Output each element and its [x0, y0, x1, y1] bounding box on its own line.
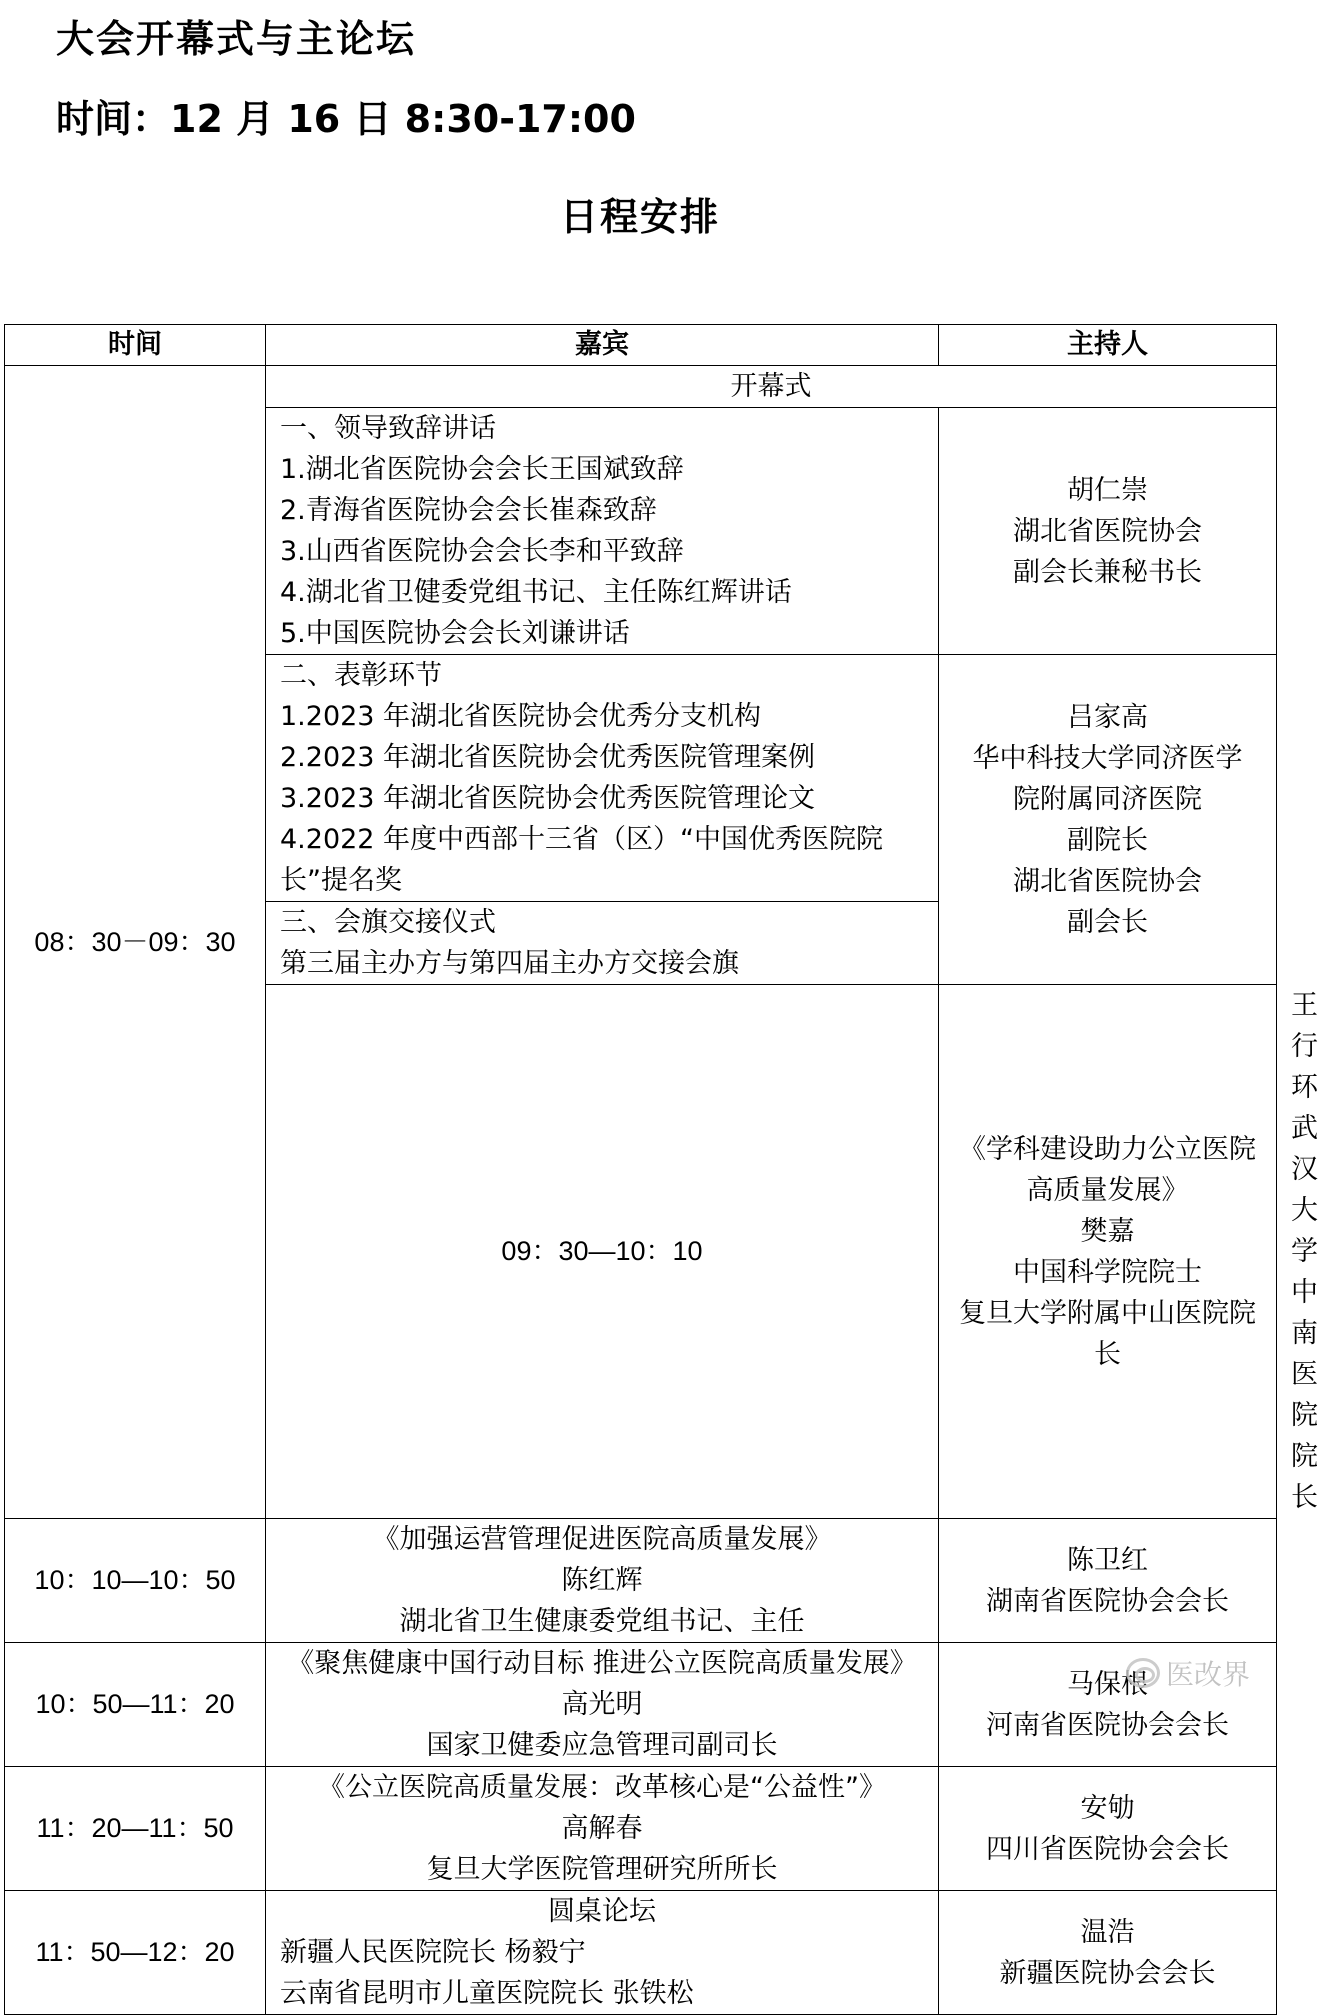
list-item: 新疆人民医院院长 杨毅宁 [280, 1937, 586, 1968]
opening-label: 开幕式 [266, 366, 1277, 408]
time-cell: 11：50—12：20 [5, 1891, 266, 2015]
speaker-name: 高光明 [561, 1689, 643, 1720]
table-row [5, 1519, 1277, 1643]
guest-cell [266, 902, 939, 985]
list-item: 5.中国医院协会会长刘谦讲话 [280, 618, 630, 649]
header-time: 时间 [5, 325, 266, 366]
list-item: 一、领导致辞讲话 [280, 413, 496, 444]
time-cell: 10：10—10：50 [5, 1519, 266, 1643]
time-cell: 11：20—11：50 [5, 1767, 266, 1891]
header-guest: 嘉宾 [266, 325, 939, 366]
table-header-row [5, 325, 1277, 366]
list-item: 3.山西省医院协会会长李和平致辞 [280, 536, 684, 567]
list-item: 云南省昆明市儿童医院院长 张铁松 [280, 1978, 694, 2009]
table-row: 09：30—10：10 《学科建设助力公立医院高质量发展》 樊嘉 中国科学院院士 复旦大学附属中山医院院长 王行环 武汉大学中南医院院长 [5, 985, 1277, 1519]
speaker-title: 湖北省卫生健康委党组书记、主任 [399, 1606, 805, 1637]
list-item: 3.2023 年湖北省医院协会优秀医院管理论文 [280, 783, 816, 814]
speaker-title: 中国科学院院士 [1013, 1256, 1202, 1288]
guest-cell [266, 1767, 939, 1891]
host-title: 湖北省医院协会 [1013, 865, 1202, 897]
host-title: 四川省医院协会会长 [986, 1833, 1229, 1865]
time-cell: 09：30—10：10 [266, 985, 939, 1519]
guest-cell [266, 655, 939, 902]
page-title: 大会开幕式与主论坛 [56, 17, 417, 61]
list-item: 2.青海省医院协会会长崔森致辞 [280, 495, 657, 526]
host-title: 新疆医院协会会长 [999, 1957, 1216, 1989]
guest-cell [266, 408, 939, 655]
schedule-table [4, 324, 1318, 2015]
speaker-title: 复旦大学附属中山医院院长 [959, 1297, 1256, 1370]
wechat-logo-icon [1126, 1658, 1160, 1688]
host-name: 胡仁崇 [1067, 474, 1148, 506]
guest-cell [939, 985, 1277, 1519]
event-time: 时间：12 月 16 日 8:30-17:00 [56, 97, 636, 141]
speaker-title: 复旦大学医院管理研究所所长 [426, 1854, 778, 1885]
host-title: 华中科技大学同济医学 [972, 742, 1243, 774]
talk-title: 《公立医院高质量发展：改革核心是“公益性”》 [318, 1772, 886, 1803]
list-item: 1.2023 年湖北省医院协会优秀分支机构 [280, 701, 762, 732]
list-item: 4.2022 年度中西部十三省（区）“中国优秀医院院长”提名奖 [280, 824, 884, 896]
list-item: 第三届主办方与第四届主办方交接会旗 [280, 948, 739, 979]
table-row [5, 1891, 1277, 2015]
list-item: 二、表彰环节 [280, 660, 442, 691]
table-row [5, 1767, 1277, 1891]
host-cell [939, 655, 1277, 985]
host-title: 副会长 [1067, 906, 1148, 938]
host-cell [939, 1519, 1277, 1643]
host-name: 温浩 [1080, 1916, 1135, 1948]
schedule-title: 日程安排 [559, 195, 720, 239]
host-title: 副会长兼秘书长 [1013, 556, 1202, 588]
speaker-title: 国家卫健委应急管理司副司长 [426, 1730, 778, 1761]
speaker-name: 陈红辉 [561, 1565, 643, 1596]
host-title: 河南省医院协会会长 [986, 1709, 1229, 1741]
list-item: 1.湖北省医院协会会长王国斌致辞 [280, 454, 684, 485]
host-cell [939, 1891, 1277, 2015]
talk-title: 《加强运营管理促进医院高质量发展》 [372, 1524, 832, 1555]
list-item: 4.湖北省卫健委党组书记、主任陈红辉讲话 [280, 577, 792, 608]
host-title: 湖北省医院协会 [1013, 515, 1202, 547]
watermark-text: 医改界 [1165, 1658, 1250, 1691]
header-host: 主持人 [939, 325, 1277, 366]
time-cell: 08：30－09：30 [5, 366, 266, 1519]
roundtable-title: 圆桌论坛 [548, 1896, 656, 1927]
guest-cell [266, 1891, 939, 2015]
host-name: 马保根 [1067, 1668, 1148, 1700]
host-cell [939, 408, 1277, 655]
talk-title: 《聚焦健康中国行动目标 推进公立医院高质量发展》 [287, 1648, 917, 1679]
host-title: 院附属同济医院 [1013, 783, 1202, 815]
host-title: 湖南省医院协会会长 [986, 1585, 1229, 1617]
talk-title: 《学科建设助力公立医院高质量发展》 [959, 1133, 1256, 1206]
host-cell [939, 1767, 1277, 1891]
list-item: 2.2023 年湖北省医院协会优秀医院管理案例 [280, 742, 816, 773]
speaker-name: 高解春 [561, 1813, 643, 1844]
table-row [5, 366, 1277, 408]
host-title: 副院长 [1067, 824, 1148, 856]
table-row [5, 1643, 1277, 1767]
speaker-name: 樊嘉 [1080, 1215, 1135, 1247]
host-name: 吕家高 [1067, 701, 1148, 733]
host-name: 安劬 [1080, 1792, 1135, 1824]
list-item: 三、会旗交接仪式 [280, 907, 496, 938]
guest-cell [266, 1643, 939, 1767]
host-name: 陈卫红 [1067, 1544, 1148, 1576]
guest-cell [266, 1519, 939, 1643]
time-cell: 10：50—11：20 [5, 1643, 266, 1767]
watermark [1126, 1653, 1250, 1693]
